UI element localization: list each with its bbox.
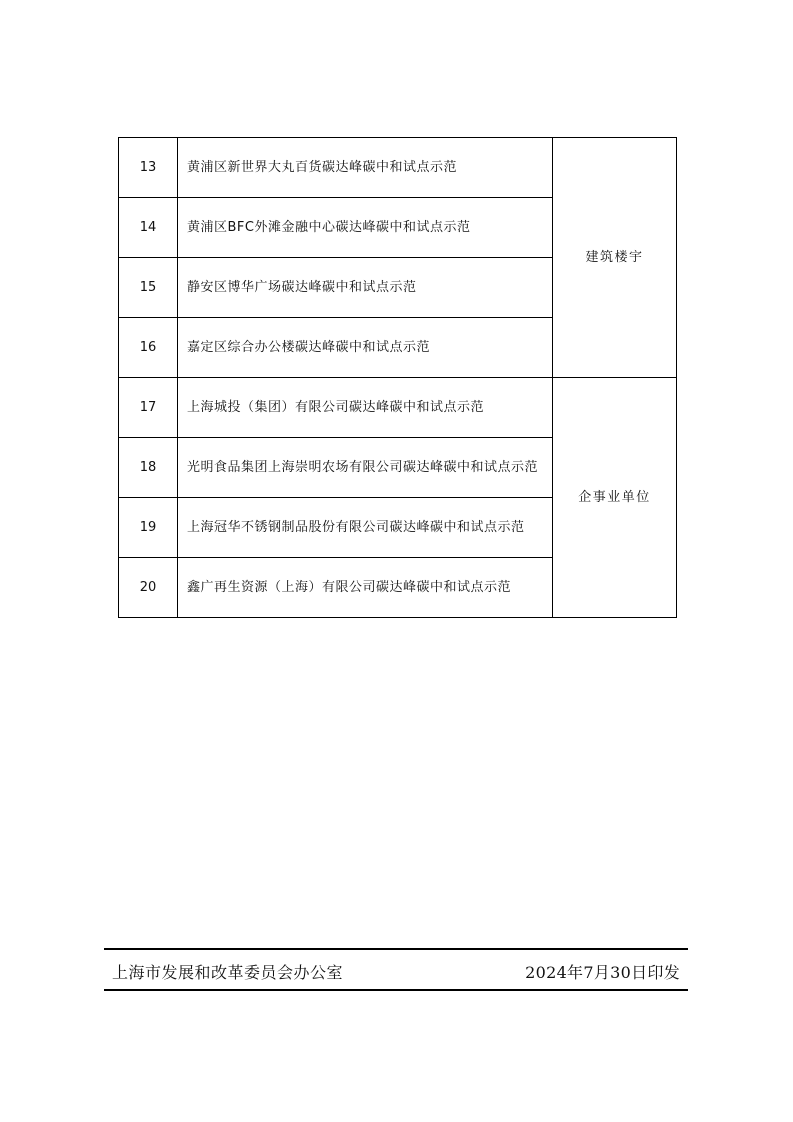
table-row [119, 378, 677, 438]
issuing-office: 上海市发展和改革委员会办公室 [112, 963, 344, 982]
row-number: 14 [119, 198, 178, 258]
project-name: 上海城投（集团）有限公司碳达峰碳中和试点示范 [178, 378, 553, 438]
project-name: 光明食品集团上海崇明农场有限公司碳达峰碳中和试点示范 [178, 438, 553, 498]
row-number: 19 [119, 498, 178, 558]
table-row [119, 138, 677, 198]
pilot-demonstration-table [118, 137, 677, 618]
issue-date: 2024年7月30日印发 [525, 963, 680, 982]
row-number: 16 [119, 318, 178, 378]
category-cell: 企事业单位 [553, 378, 677, 618]
project-name: 嘉定区综合办公楼碳达峰碳中和试点示范 [178, 318, 553, 378]
project-name: 鑫广再生资源（上海）有限公司碳达峰碳中和试点示范 [178, 558, 553, 618]
row-number: 13 [119, 138, 178, 198]
row-number: 17 [119, 378, 178, 438]
project-name: 上海冠华不锈钢制品股份有限公司碳达峰碳中和试点示范 [178, 498, 553, 558]
project-name: 静安区博华广场碳达峰碳中和试点示范 [178, 258, 553, 318]
row-number: 20 [119, 558, 178, 618]
project-name: 黄浦区新世界大丸百货碳达峰碳中和试点示范 [178, 138, 553, 198]
project-name: 黄浦区BFC外滩金融中心碳达峰碳中和试点示范 [178, 198, 553, 258]
category-cell: 建筑楼宇 [553, 138, 677, 378]
document-footer [104, 948, 688, 991]
pilot-table-section [118, 137, 677, 618]
row-number: 15 [119, 258, 178, 318]
row-number: 18 [119, 438, 178, 498]
